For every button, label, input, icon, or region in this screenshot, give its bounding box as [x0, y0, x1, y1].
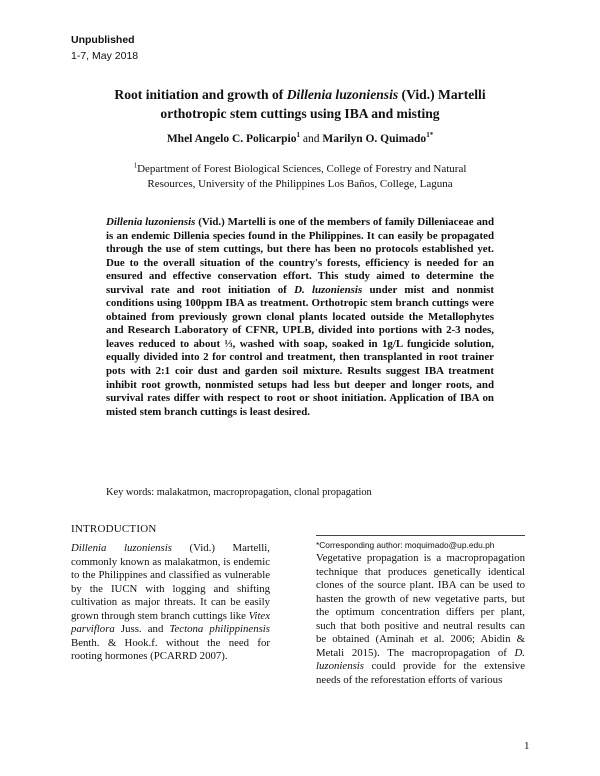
title-species: Dillenia luzoniensis: [286, 87, 399, 102]
introduction-right-column: [316, 552, 525, 687]
date-range: 1-7, May 2018: [71, 50, 139, 62]
abstract-text-1: (Vid.) Martelli is one of the members of family Dilleniaceae and is an endemic Dillenia species found in the Philippines. It can easily be propagated through the use of stem cuttings, but there has been no protocols established yet. Due to the overall situation of the country's forests, efficiency is needed for an ensured and effective conservation effort. This study aimed to determine the survival rate and root initiation of: [106, 216, 494, 296]
author-2-affiliation-mark: 1*: [426, 131, 434, 140]
intro-species-tectona: Tectona philippinensis: [169, 623, 271, 635]
title-line-2: orthotropic stem cuttings using IBA and misting: [160, 106, 440, 121]
affiliation: [120, 162, 480, 192]
abstract-text-2: under mist and nonmist conditions using 100ppm IBA as treatment. Orthotropic stem branch cuttings were obtained from previously grown clonal plants located outside the Metallophytes and Research Laboratory of CFNR, UPLB, divided into portions with 2-3 nodes, leaves reduced to about ⅓, washed with soap, soaked in 1g/L fungicide solution, equally divided into 2 for control and treatment, then transplanted in root trainer pots with 2:1 coir dust and garden soil mixture. Results suggest IBA treatment inhibit root growth, nonmisted setups had less but deeper and longer roots, and survival rates differ with respect to root or shoot initiation. Application of IBA on misted stem branch cuttings is least desired.: [106, 283, 494, 418]
intro-species-vitex: Vitex parviflora: [71, 609, 270, 635]
affiliation-line-2: Resources, University of the Philippines Los Baños, College, Laguna: [147, 178, 453, 190]
intro-left-text-1: (Vid.) Martelli, commonly known as malakatmon, is endemic to the Philippines and classified as vulnerable by the IUCN with logging and shifting cultivation as major threats. It can be easily grown through stem branch cuttings like: [71, 542, 270, 622]
intro-species: Dillenia luzoniensis: [71, 542, 172, 554]
intro-right-species: D. luzoniensis: [316, 646, 525, 672]
introduction-left-column: [71, 542, 270, 664]
keywords: Key words: malakatmon, macropropagation, clonal propagation: [106, 487, 372, 498]
affiliation-mark: 1: [133, 161, 138, 170]
authors-and: and: [300, 133, 323, 145]
intro-left-text-2: Juss. and: [114, 623, 170, 635]
introduction-heading: INTRODUCTION: [71, 523, 157, 535]
author-1: Mhel Angelo C. Policarpio: [166, 133, 297, 145]
intro-right-text-1: Vegetative propagation is a macropropagation technique that produces genetically identical clones of the source plant. IBA can be used to hasten the growth of new vegetative parts, but the optimum concentration differs per plant, such that both positive and neutral results can be obtained (Aminah et al. 2006; Abidin & Metali 2015). The macropropagation of: [316, 552, 525, 659]
affiliation-line-1: Department of Forest Biological Sciences, College of Forestry and Natural: [137, 163, 467, 175]
footnote-rule: [316, 535, 525, 536]
abstract-species-2: D. luzoniensis: [294, 283, 363, 296]
title-text-post: (Vid.) Martelli: [398, 87, 486, 102]
abstract-species: Dillenia luzoniensis: [106, 216, 196, 228]
title-line-1: [60, 85, 540, 104]
unpublished-label: Unpublished: [71, 34, 135, 46]
authors: [60, 133, 540, 145]
intro-right-text-2: could provide for the extensive needs of the reforestation efforts of various: [316, 660, 525, 686]
page-number: 1: [524, 740, 530, 752]
corresponding-author-footnote: *Corresponding author: moquimado@up.edu.ph: [316, 540, 495, 550]
author-1-affiliation-mark: 1: [296, 131, 300, 140]
intro-left-text-3: Benth. & Hook.f. without the need for rooting hormones (PCARRD 2007).: [71, 636, 270, 662]
author-2: Marilyn O. Quimado: [322, 133, 427, 145]
abstract: [106, 216, 494, 419]
title-text-pre: Root initiation and growth of: [114, 87, 287, 102]
